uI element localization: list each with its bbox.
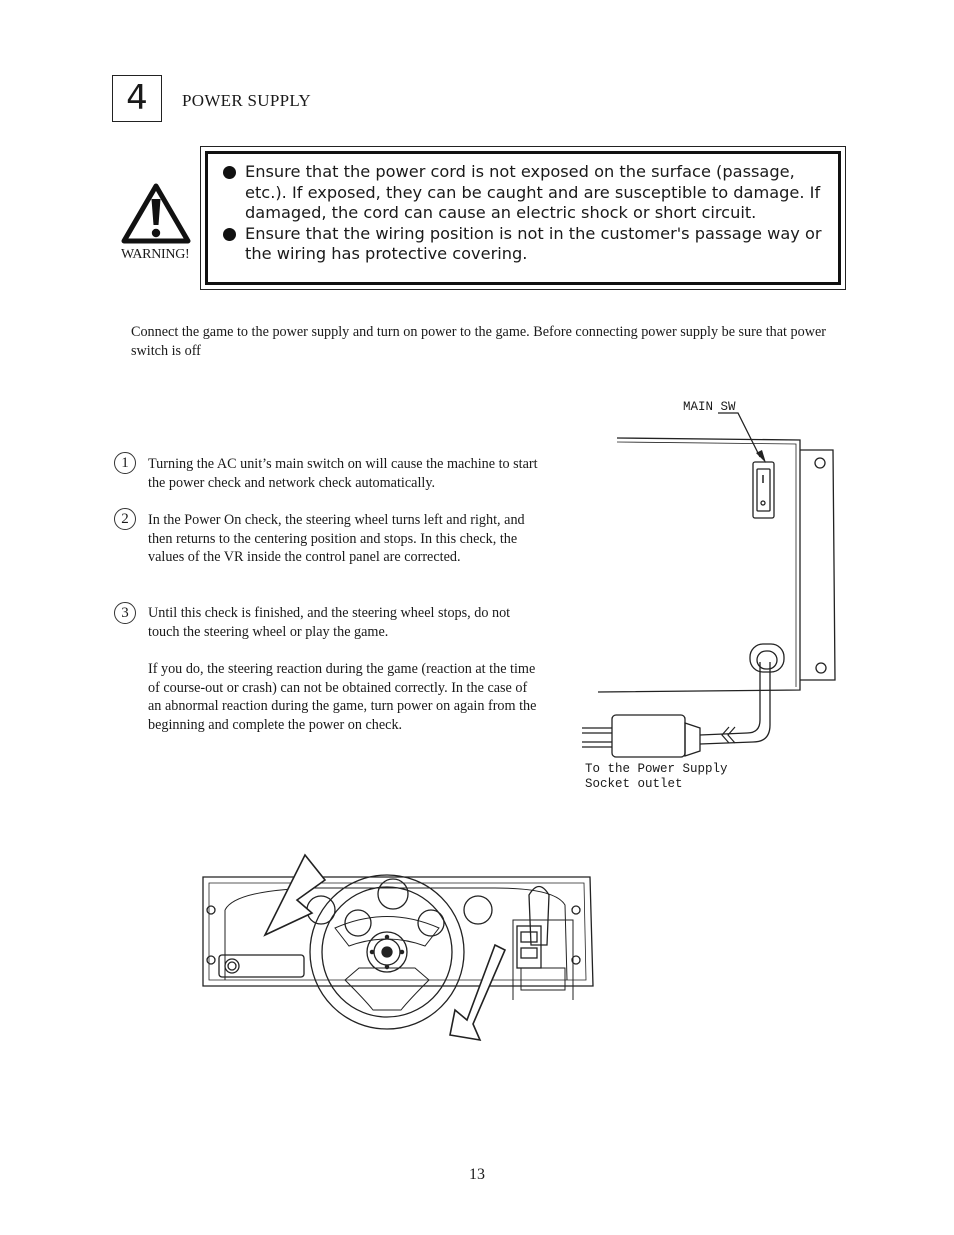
- intro-paragraph: Connect the game to the power supply and turn on power to the game. Before connecting power supply be sure that power switch is off: [131, 324, 826, 359]
- gear-shift-knob: [529, 887, 549, 946]
- step-text-1: Turning the AC unit’s main switch on will cause the machine to start the power check and network check automatically.: [148, 456, 538, 491]
- section-title: POWER SUPPLY: [182, 91, 311, 110]
- main-switch-body: [753, 462, 774, 518]
- section-number: 4: [112, 75, 162, 122]
- main-switch-leader-line: [718, 413, 760, 457]
- power-supply-diagram: [570, 395, 850, 765]
- main-switch-label: MAIN SW: [683, 400, 736, 414]
- step-text-2: In the Power On check, the steering wheel turns left and right, and then returns to the centering position and stops. In this check, the values of the VR inside the control panel are corrected.: [148, 512, 525, 566]
- rotate-right-arrow-icon: [450, 945, 505, 1040]
- warning-triangle-icon: [121, 183, 191, 245]
- warning-item: Ensure that the wiring position is not in the customer's passage way or the wiring has protective covering.: [222, 224, 832, 265]
- outlet-label-line1: To the Power Supply: [585, 762, 728, 776]
- mount-hole-bottom: [816, 663, 826, 673]
- step-3-note: If you do, the steering reaction during the game (reaction at the time of course-out or crash) can not be obtained correctly. In the case of an abnormal reaction during the game, turn power on again from the beginning and complete the power on check.: [148, 661, 537, 734]
- mount-hole-top: [815, 458, 825, 468]
- outlet-label-line2: Socket outlet: [585, 777, 683, 791]
- step-text-3: Until this check is finished, and the steering wheel stops, do not touch the steering wheel or play the game.: [148, 605, 511, 640]
- page-number: 13: [469, 1166, 485, 1183]
- control-panel-diagram: [195, 850, 600, 1050]
- step-number-2: 2: [114, 508, 136, 530]
- warning-list: [222, 162, 832, 265]
- step-number-3: 3: [114, 602, 136, 624]
- warning-item: Ensure that the power cord is not exposed on the surface (passage, etc.). If exposed, they can be caught and are susceptible to damage. If damaged, the cord can cause an electric shock or short circuit.: [222, 162, 832, 224]
- warning-label: WARNING!: [121, 247, 190, 262]
- step-number-1: 1: [114, 452, 136, 474]
- power-plug-body: [612, 715, 685, 757]
